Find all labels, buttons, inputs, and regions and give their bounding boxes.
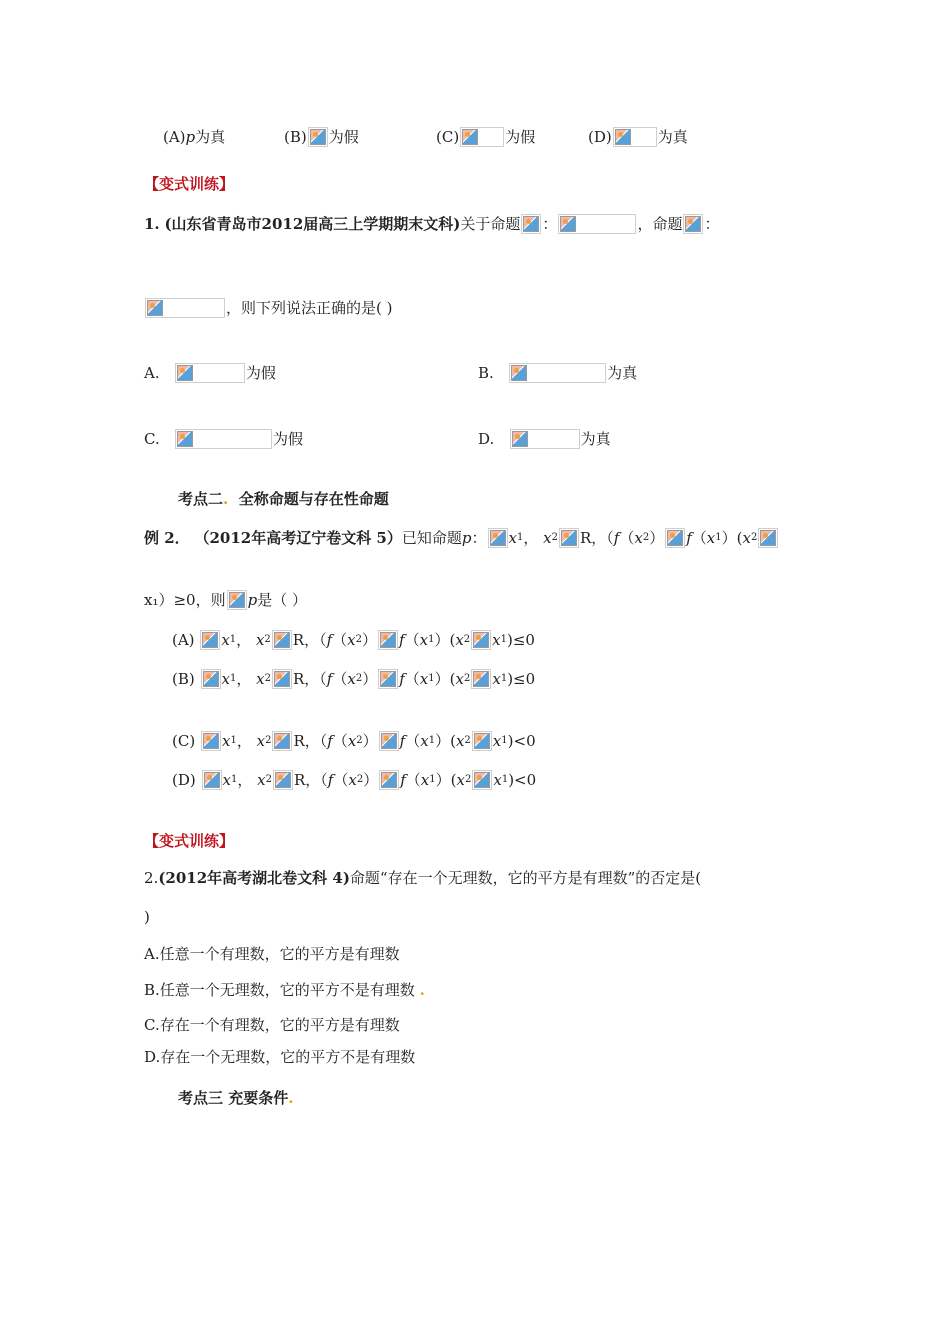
image-placeholder-icon	[201, 669, 221, 689]
image-placeholder-icon	[510, 429, 580, 449]
image-placeholder-icon	[272, 731, 292, 751]
example2-question: 例 2． （2012年高考辽宁卷文科 5） 已知命题 p ： x 1 ， x 2 R，（ f （ x 2 ） f （ x 1 ）( x 2	[144, 527, 779, 549]
example2-question-line2: x₁）≥0，则 p 是（ ）	[144, 591, 307, 609]
image-placeholder-icon	[472, 731, 492, 751]
q1-options	[163, 126, 225, 148]
image-placeholder-icon	[201, 731, 221, 751]
q1-option-d: (D) 为真	[588, 128, 688, 146]
image-placeholder-icon	[379, 731, 399, 751]
image-placeholder-icon	[521, 214, 541, 234]
image-placeholder-icon	[559, 528, 579, 548]
image-placeholder-icon	[683, 214, 703, 234]
image-placeholder-icon	[175, 363, 245, 383]
q1-option-c: (C) 为假	[436, 128, 536, 146]
example2-option-c: (C) x 1 ， x 2 R，（ f （ x 2 ） f （ x 1 ）( x 2 x 1 ) <0	[172, 732, 536, 750]
image-placeholder-icon	[272, 669, 292, 689]
variant2-option-b: B.任意一个无理数，它的平方不是有理数 .	[144, 981, 425, 999]
image-placeholder-icon	[471, 669, 491, 689]
image-placeholder-icon	[227, 590, 247, 610]
image-placeholder-icon	[175, 429, 272, 449]
image-placeholder-icon	[472, 770, 492, 790]
example2-option-d: (D) x 1 ， x 2 R，（ f （ x 2 ） f （ x 1 ）( x 2 x 1 ) <0	[172, 771, 537, 789]
image-placeholder-icon	[378, 630, 398, 650]
variant1-question-line2: ，则下列说法正确的是( )	[144, 297, 392, 319]
variant-heading-2: 【变式训练】	[144, 832, 235, 850]
variant2-option-a: A.任意一个有理数，它的平方是有理数	[144, 945, 400, 963]
image-placeholder-icon	[460, 127, 504, 147]
image-placeholder-icon	[558, 214, 636, 234]
image-placeholder-icon	[488, 528, 508, 548]
image-placeholder-icon	[272, 630, 292, 650]
example2-option-a: (A) x 1 ， x 2 R，（ f （ x 2 ） f （ x 1 ）( x 2 x 1 ) ≤0	[172, 631, 535, 649]
variant2-option-d: D.存在一个无理数，它的平方不是有理数	[144, 1048, 416, 1066]
image-placeholder-icon	[202, 770, 222, 790]
variant2-question-close: )	[144, 908, 150, 926]
variant1-option-a: A. 为假	[144, 364, 276, 382]
image-placeholder-icon	[145, 298, 225, 318]
variant1-option-c: C. 为假	[144, 430, 304, 448]
image-placeholder-icon	[665, 528, 685, 548]
image-placeholder-icon	[471, 630, 491, 650]
variant2-question: 2. (2012年高考湖北卷文科 4) 命题“存在一个无理数，它的平方是有理数”的否定是(	[144, 869, 702, 887]
image-placeholder-icon	[273, 770, 293, 790]
image-placeholder-icon	[758, 528, 778, 548]
q1-option-b: (B) 为假	[284, 128, 359, 146]
example2-option-b: (B) x 1 ， x 2 R，（ f （ x 2 ） f （ x 1 ）( x 2 x 1 ) ≤0	[172, 670, 536, 688]
variant1-question: 1. (山东省青岛市2012届高三上学期期末文科) 关于命题 ： ，命题 ：	[144, 215, 720, 233]
variant-heading-1: 【变式训练】	[144, 175, 235, 193]
image-placeholder-icon	[613, 127, 657, 147]
variant2-option-c: C.存在一个有理数，它的平方是有理数	[144, 1016, 400, 1034]
image-placeholder-icon	[200, 630, 220, 650]
image-placeholder-icon	[378, 669, 398, 689]
section-title-3: 考点三 充要条件 .	[178, 1089, 294, 1107]
q1-option-a: (A)p为真	[163, 128, 226, 146]
variant1-option-d: D. 为真	[478, 430, 611, 448]
image-placeholder-icon	[379, 770, 399, 790]
image-placeholder-icon	[308, 127, 328, 147]
image-placeholder-icon	[509, 363, 606, 383]
variant1-option-b: B. 为真	[478, 364, 638, 382]
section-title-2: 考点二 . 全称命题与存在性命题	[178, 490, 389, 508]
